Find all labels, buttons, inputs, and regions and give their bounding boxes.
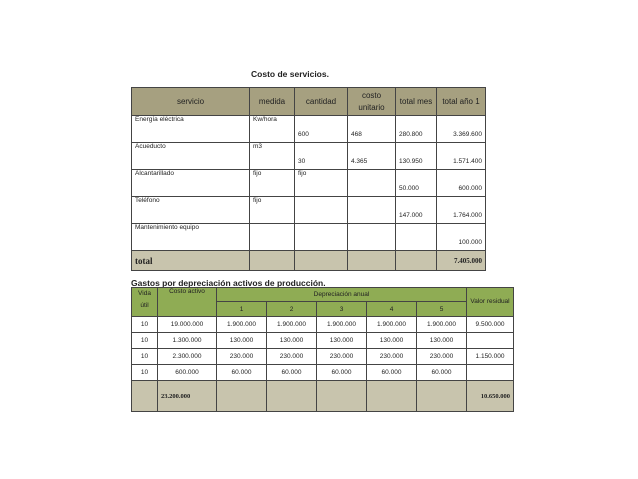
empty-cell: [267, 381, 317, 412]
empty-cell: [367, 381, 417, 412]
costs-row: [132, 116, 486, 143]
empty-cell: [295, 251, 348, 271]
cell-unit-cost: [348, 224, 396, 251]
cell-year-value: 60.000: [267, 365, 317, 381]
cell-life: 10: [132, 333, 158, 349]
cell-monthly-total: 147.000: [396, 197, 437, 224]
header-year: 4: [367, 302, 417, 317]
cell-year-value: 1.900.000: [217, 317, 267, 333]
empty-cell: [396, 251, 437, 271]
cell-year-value: 1.900.000: [267, 317, 317, 333]
depreciation-table: [131, 287, 514, 412]
depreciation-table-title: Gastos por depreciación activos de producción.: [131, 278, 326, 288]
costs-total-row: [132, 251, 486, 271]
cell-residual: 1.150.000: [467, 349, 514, 365]
cell-year1-total: 1.571.400: [437, 143, 486, 170]
cell-year1-total: 100.000: [437, 224, 486, 251]
depreciation-row: [132, 365, 514, 381]
depreciation-row: [132, 349, 514, 365]
depreciation-total-row: [132, 381, 514, 412]
cell-unit: m3: [250, 143, 295, 170]
cell-year-value: 60.000: [367, 365, 417, 381]
costs-row: [132, 197, 486, 224]
depreciation-row: [132, 317, 514, 333]
cell-year-value: 1.900.000: [317, 317, 367, 333]
cell-year1-total: 600.000: [437, 170, 486, 197]
empty-cell: [250, 251, 295, 271]
cell-year-value: 1.900.000: [417, 317, 467, 333]
header-useful-life: Vida útil: [132, 288, 158, 317]
empty-cell: [132, 381, 158, 412]
cell-year-value: 230.000: [217, 349, 267, 365]
cell-year-value: 60.000: [217, 365, 267, 381]
costs-table: [131, 87, 486, 271]
cell-year-value: 130.000: [267, 333, 317, 349]
cell-life: 10: [132, 349, 158, 365]
cell-quantity: 600: [295, 116, 348, 143]
header-year: 1: [217, 302, 267, 317]
cell-year1-total: 3.369.600: [437, 116, 486, 143]
cell-year-value: 130.000: [217, 333, 267, 349]
empty-cell: [317, 381, 367, 412]
cell-quantity: fijo: [295, 170, 348, 197]
cell-service: Energía eléctrica: [132, 116, 250, 143]
cell-service: Teléfono: [132, 197, 250, 224]
costs-row: [132, 143, 486, 170]
cell-life: 10: [132, 317, 158, 333]
cell-residual: 9.500.000: [467, 317, 514, 333]
cell-unit-cost: [348, 170, 396, 197]
header-monthly-total: total mes: [396, 88, 437, 116]
depreciation-header-row: [132, 288, 514, 302]
cell-quantity: [295, 197, 348, 224]
cell-life: 10: [132, 365, 158, 381]
cell-year-value: 130.000: [367, 333, 417, 349]
header-year: 5: [417, 302, 467, 317]
cell-year-value: 130.000: [317, 333, 367, 349]
cell-quantity: [295, 224, 348, 251]
cell-residual: [467, 365, 514, 381]
costs-row: [132, 170, 486, 197]
cell-monthly-total: 280.800: [396, 116, 437, 143]
cell-unit-cost: [348, 197, 396, 224]
cell-year-value: 230.000: [267, 349, 317, 365]
header-quantity: cantidad: [295, 88, 348, 116]
header-year1-total: total año 1: [437, 88, 486, 116]
cell-monthly-total: 130.950: [396, 143, 437, 170]
cell-service: Mantenimiento equipo: [132, 224, 250, 251]
header-asset-cost: Costo activo: [158, 288, 217, 317]
cell-monthly-total: 50.000: [396, 170, 437, 197]
cell-year-value: 230.000: [417, 349, 467, 365]
empty-cell: [348, 251, 396, 271]
header-unit-cost: costo unitario: [348, 88, 396, 116]
depreciation-row: [132, 333, 514, 349]
cell-unit: fijo: [250, 170, 295, 197]
costs-table-title: Costo de servicios.: [251, 69, 329, 79]
header-service: servicio: [132, 88, 250, 116]
cell-cost: 2.300.000: [158, 349, 217, 365]
cell-residual: [467, 333, 514, 349]
cell-unit-cost: 468: [348, 116, 396, 143]
empty-cell: [417, 381, 467, 412]
header-annual-depreciation: Depreciación anual: [217, 288, 467, 302]
cell-year-value: 230.000: [367, 349, 417, 365]
cell-year-value: 230.000: [317, 349, 367, 365]
costs-row: [132, 224, 486, 251]
cell-year-value: 60.000: [317, 365, 367, 381]
empty-cell: [217, 381, 267, 412]
cell-service: Acueducto: [132, 143, 250, 170]
header-year: 3: [317, 302, 367, 317]
total-label: total: [132, 251, 250, 271]
header-year: 2: [267, 302, 317, 317]
cell-service: Alcantarillado: [132, 170, 250, 197]
cell-year-value: 1.900.000: [367, 317, 417, 333]
cell-unit-cost: 4.365: [348, 143, 396, 170]
total-residual-value: 10.650.000: [467, 381, 514, 412]
cell-year-value: 130.000: [417, 333, 467, 349]
total-asset-cost: 23.200.000: [158, 381, 217, 412]
header-residual-value: Valor residual: [467, 288, 514, 317]
cell-cost: 19.000.000: [158, 317, 217, 333]
cell-unit: Kw/hora: [250, 116, 295, 143]
header-unit: medida: [250, 88, 295, 116]
cell-year1-total: 1.764.000: [437, 197, 486, 224]
cell-year-value: 60.000: [417, 365, 467, 381]
cell-quantity: 30: [295, 143, 348, 170]
cell-cost: 1.300.000: [158, 333, 217, 349]
total-value: 7.405.000: [437, 251, 486, 271]
cell-cost: 600.000: [158, 365, 217, 381]
cell-unit: fijo: [250, 197, 295, 224]
costs-header-row: [132, 88, 486, 116]
cell-unit: [250, 224, 295, 251]
cell-monthly-total: [396, 224, 437, 251]
